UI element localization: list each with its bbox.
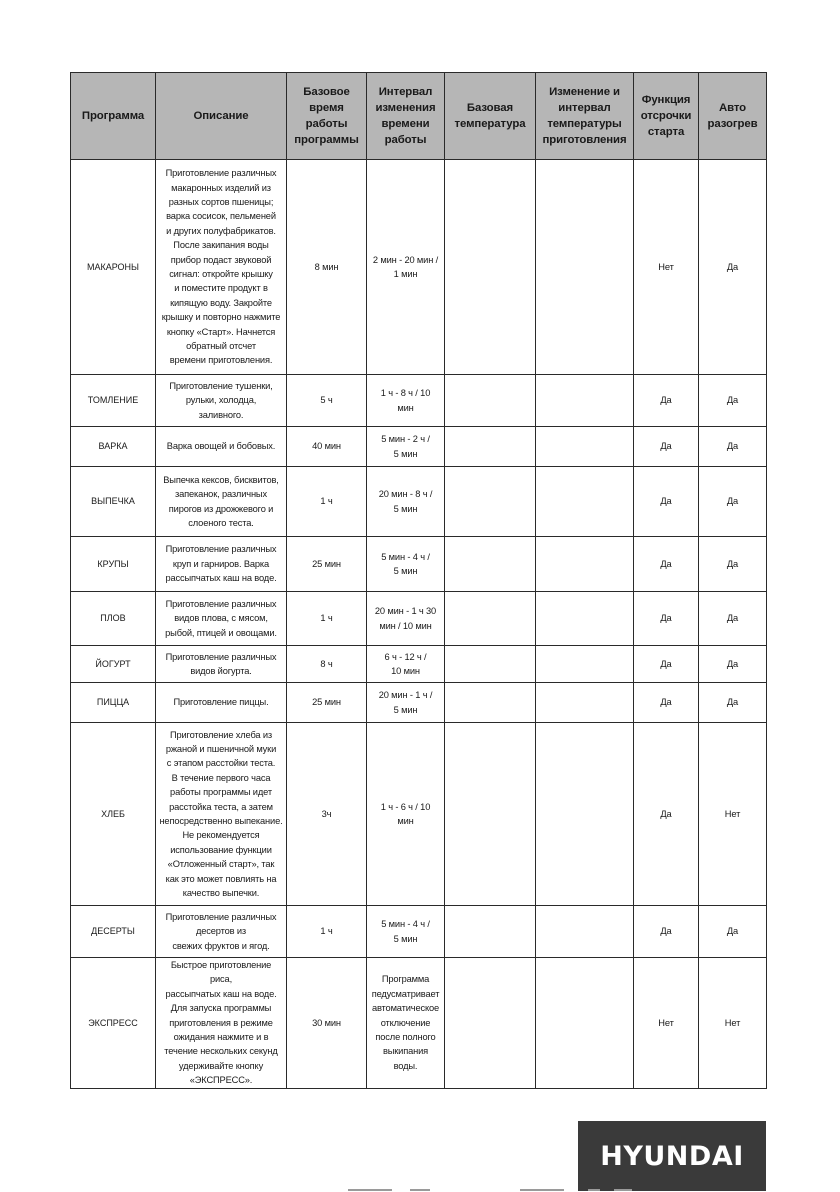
header-description: Описание — [156, 73, 287, 160]
table-row — [71, 427, 767, 467]
base-temp-cell — [445, 646, 536, 683]
description-cell: Приготовление различных макаронных изделий из разных сортов пшеницы; варка сосисок, пельменей и других полуфабрикатов. После закипания воды прибор подаст звуковой сигнал: откройте крышку и поместите продукт в кипящую воду. Закройте крышку и повторно нажмите кнопку «Старт». Начнется обратный отсчет времени приготовления. — [156, 160, 287, 375]
auto-heat-cell: Да — [699, 160, 767, 375]
base-temp-cell — [445, 427, 536, 467]
description-cell: Приготовление тушенки, рульки, холодца, заливного. — [156, 375, 287, 427]
temp-change-cell — [536, 160, 634, 375]
table-header-row — [71, 73, 767, 160]
table-row — [71, 467, 767, 537]
base-time-cell: 40 мин — [287, 427, 367, 467]
base-temp-cell — [445, 906, 536, 958]
auto-heat-cell: Да — [699, 375, 767, 427]
temp-change-cell — [536, 467, 634, 537]
base-temp-cell — [445, 958, 536, 1089]
base-time-cell: 25 мин — [287, 537, 367, 592]
program-cell: ВАРКА — [71, 427, 156, 467]
program-cell: ПЛОВ — [71, 592, 156, 646]
program-cell: КРУПЫ — [71, 537, 156, 592]
delay-start-cell: Да — [634, 906, 699, 958]
base-time-cell: 1 ч — [287, 906, 367, 958]
delay-start-cell: Да — [634, 723, 699, 906]
base-time-cell: 1 ч — [287, 467, 367, 537]
program-cell: ВЫПЕЧКА — [71, 467, 156, 537]
table-row — [71, 683, 767, 723]
program-cell: ЙОГУРТ — [71, 646, 156, 683]
description-cell: Варка овощей и бобовых. — [156, 427, 287, 467]
auto-heat-cell: Да — [699, 906, 767, 958]
temp-change-cell — [536, 723, 634, 906]
temp-change-cell — [536, 375, 634, 427]
interval-cell: 1 ч - 8 ч / 10 мин — [367, 375, 445, 427]
temp-change-cell — [536, 646, 634, 683]
description-cell: Приготовление различных видов йогурта. — [156, 646, 287, 683]
temp-change-cell — [536, 683, 634, 723]
header-base-time: Базовое время работы программы — [287, 73, 367, 160]
base-time-cell: 1 ч — [287, 592, 367, 646]
interval-cell: 2 мин - 20 мин / 1 мин — [367, 160, 445, 375]
header-auto-heat: Авто разогрев — [699, 73, 767, 160]
program-cell: ЭКСПРЕСС — [71, 958, 156, 1089]
auto-heat-cell: Да — [699, 537, 767, 592]
auto-heat-cell: Да — [699, 646, 767, 683]
table-row — [71, 537, 767, 592]
base-temp-cell — [445, 723, 536, 906]
delay-start-cell: Да — [634, 375, 699, 427]
base-time-cell: 8 ч — [287, 646, 367, 683]
bottom-edge-marks — [0, 1188, 840, 1192]
header-program: Программа — [71, 73, 156, 160]
header-delay-start: Функция отсрочки старта — [634, 73, 699, 160]
temp-change-cell — [536, 906, 634, 958]
description-cell: Приготовление хлеба из ржаной и пшеничной муки с этапом расстойки теста. В течение первого часа работы программы идет расстойка теста, а затем непосредственно выпекание. Не рекомендуется использование функции «Отложенный старт», так как это может повлиять на качество выпечки. — [156, 723, 287, 906]
table-body — [71, 160, 767, 1089]
delay-start-cell: Да — [634, 537, 699, 592]
auto-heat-cell: Да — [699, 467, 767, 537]
table-row — [71, 592, 767, 646]
interval-cell: 1 ч - 6 ч / 10 мин — [367, 723, 445, 906]
program-cell: МАКАРОНЫ — [71, 160, 156, 375]
table-row — [71, 646, 767, 683]
table-row — [71, 723, 767, 906]
temp-change-cell — [536, 537, 634, 592]
auto-heat-cell: Нет — [699, 958, 767, 1089]
auto-heat-cell: Да — [699, 427, 767, 467]
base-time-cell: 8 мин — [287, 160, 367, 375]
base-temp-cell — [445, 160, 536, 375]
interval-cell: 5 мин - 4 ч / 5 мин — [367, 906, 445, 958]
delay-start-cell: Да — [634, 646, 699, 683]
program-cell: ТОМЛЕНИЕ — [71, 375, 156, 427]
base-temp-cell — [445, 592, 536, 646]
table-row — [71, 160, 767, 375]
program-cell: ХЛЕБ — [71, 723, 156, 906]
table-row — [71, 906, 767, 958]
delay-start-cell: Да — [634, 427, 699, 467]
description-cell: Приготовление пиццы. — [156, 683, 287, 723]
interval-cell: 5 мин - 2 ч / 5 мин — [367, 427, 445, 467]
logo-text: HYUNDAI — [600, 1140, 744, 1172]
header-base-temp: Базовая температура — [445, 73, 536, 160]
program-cell: ДЕСЕРТЫ — [71, 906, 156, 958]
programs-table — [70, 72, 767, 1089]
auto-heat-cell: Нет — [699, 723, 767, 906]
delay-start-cell: Да — [634, 467, 699, 537]
base-temp-cell — [445, 683, 536, 723]
base-time-cell: 5 ч — [287, 375, 367, 427]
interval-cell: Программа педусматривает автоматическое отключение после полного выкипания воды. — [367, 958, 445, 1089]
description-cell: Приготовление различных десертов из свежих фруктов и ягод. — [156, 906, 287, 958]
description-cell: Приготовление различных круп и гарниров. Варка рассыпчатых каш на воде. — [156, 537, 287, 592]
program-cell: ПИЦЦА — [71, 683, 156, 723]
temp-change-cell — [536, 427, 634, 467]
delay-start-cell: Да — [634, 592, 699, 646]
description-cell: Быстрое приготовление риса, рассыпчатых каш на воде. Для запуска программы приготовления в режиме ожидания нажмите и в течение нескольких секунд удерживайте кнопку «ЭКСПРЕСС». — [156, 958, 287, 1089]
delay-start-cell: Нет — [634, 958, 699, 1089]
auto-heat-cell: Да — [699, 683, 767, 723]
base-temp-cell — [445, 537, 536, 592]
table-row — [71, 958, 767, 1089]
base-time-cell: 25 мин — [287, 683, 367, 723]
temp-change-cell — [536, 592, 634, 646]
description-cell: Выпечка кексов, бисквитов, запеканок, различных пирогов из дрожжевого и слоеного теста. — [156, 467, 287, 537]
interval-cell: 6 ч - 12 ч / 10 мин — [367, 646, 445, 683]
interval-cell: 20 мин - 8 ч / 5 мин — [367, 467, 445, 537]
description-cell: Приготовление различных видов плова, с мясом, рыбой, птицей и овощами. — [156, 592, 287, 646]
interval-cell: 20 мин - 1 ч 30 мин / 10 мин — [367, 592, 445, 646]
base-temp-cell — [445, 467, 536, 537]
base-time-cell: 30 мин — [287, 958, 367, 1089]
temp-change-cell — [536, 958, 634, 1089]
base-time-cell: 3ч — [287, 723, 367, 906]
auto-heat-cell: Да — [699, 592, 767, 646]
header-temp-change: Изменение и интервал температуры приготовления — [536, 73, 634, 160]
header-interval: Интервал изменения времени работы — [367, 73, 445, 160]
delay-start-cell: Да — [634, 683, 699, 723]
interval-cell: 20 мин - 1 ч / 5 мин — [367, 683, 445, 723]
table-row — [71, 375, 767, 427]
hyundai-logo — [578, 1121, 766, 1191]
delay-start-cell: Нет — [634, 160, 699, 375]
interval-cell: 5 мин - 4 ч / 5 мин — [367, 537, 445, 592]
base-temp-cell — [445, 375, 536, 427]
